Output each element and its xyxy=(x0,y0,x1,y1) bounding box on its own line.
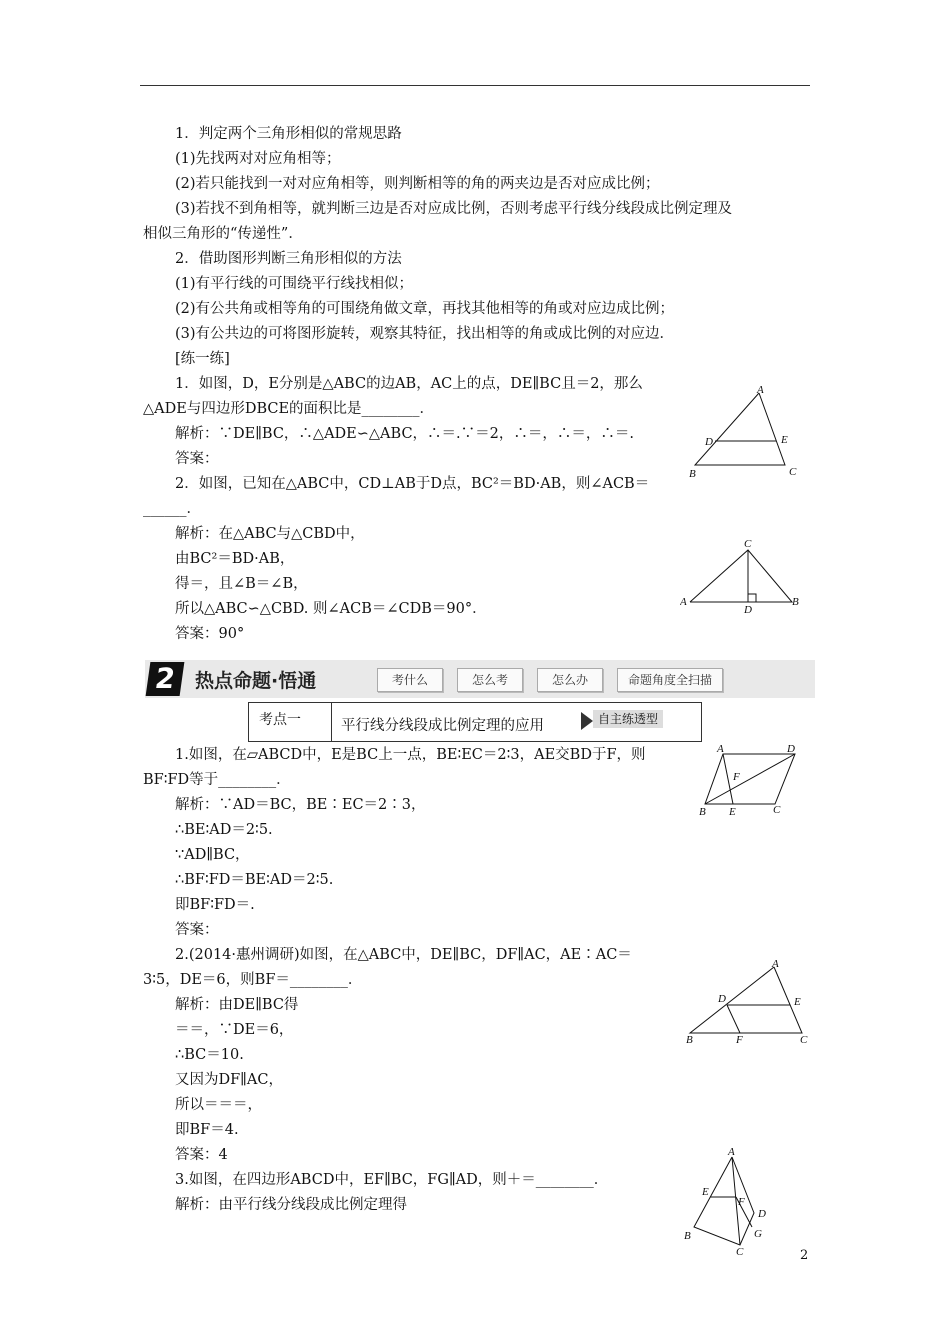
svg-text:B: B xyxy=(792,596,799,608)
text-line: ∵AD∥BC， xyxy=(175,847,250,863)
text-line: 3.如图，在四边形ABCD中，EF∥BC，FG∥AD，则＋＝________． xyxy=(175,1172,609,1188)
tab-zen-me-kao[interactable]: 怎么考 xyxy=(457,668,523,692)
text-line: 解析：在△ABC与△CBD中， xyxy=(175,526,365,542)
figure-triangle-de xyxy=(685,383,805,483)
text-line: 解析：∵DE∥BC，∴△ADE∽△ABC，∴＝.∵＝2，∴＝，∴＝，∴＝. xyxy=(175,426,634,442)
tab-kao-shen-me[interactable]: 考什么 xyxy=(377,668,443,692)
page-number: 2 xyxy=(800,1248,809,1263)
svg-text:A: A xyxy=(717,743,724,755)
text-line: ＝＝，∵DE＝6， xyxy=(175,1022,294,1038)
text-line: 答案： xyxy=(175,922,219,938)
svg-text:D: D xyxy=(758,1208,766,1220)
svg-text:D: D xyxy=(705,436,713,448)
text-line: BF∶FD等于________． xyxy=(143,772,291,788)
figure-triangle-df xyxy=(680,955,810,1045)
text-line: 所以＝＝＝， xyxy=(175,1097,262,1113)
tab-ming-ti-jiao-du[interactable]: 命题角度全扫描 xyxy=(617,668,723,692)
text-line: 又因为DF∥AC， xyxy=(175,1072,283,1088)
svg-text:E: E xyxy=(729,806,736,818)
text-line: 答案：4 xyxy=(175,1147,228,1163)
section-title: 热点命题·悟通 xyxy=(195,670,317,692)
topic-divider xyxy=(331,703,332,741)
topic-name: 平行线分线段成比例定理的应用 xyxy=(341,718,544,734)
text-line: 答案： xyxy=(175,451,219,467)
text-line: 2．如图，已知在△ABC中，CD⊥AB于D点，BC²＝BD·AB，则∠ACB＝ xyxy=(175,476,650,492)
tab-zen-me-ban[interactable]: 怎么办 xyxy=(537,668,603,692)
figure-quadrilateral xyxy=(680,1145,790,1255)
header-rule xyxy=(140,85,810,86)
text-line: ______． xyxy=(143,501,201,517)
topic-tag: 自主练透型 xyxy=(593,710,663,728)
text-line: 得＝，且∠B＝∠B， xyxy=(175,576,308,592)
text-line: 1．如图，D，E分别是△ABC的边AB，AC上的点，DE∥BC且＝2，那么 xyxy=(175,376,643,392)
text-line: 解析：由DE∥BC得 xyxy=(175,997,299,1013)
svg-text:E: E xyxy=(702,1186,709,1198)
text-line: (1)先找两对对应角相等； xyxy=(175,151,341,167)
figure-right-triangle xyxy=(680,537,810,617)
svg-text:D: D xyxy=(718,993,726,1005)
text-line: [练一练] xyxy=(175,351,230,367)
section-number: 2 xyxy=(146,662,185,696)
topic-label: 考点一 xyxy=(259,712,301,728)
svg-text:B: B xyxy=(684,1230,691,1242)
text-line: ∴BE∶AD＝2∶5. xyxy=(175,822,273,838)
text-line: (3)若找不到角相等，就判断三边是否对应成比例，否则考虑平行线分线段成比例定理及 xyxy=(175,201,733,217)
text-line: 2.(2014·惠州调研)如图，在△ABC中，DE∥BC，DF∥AC，AE∶AC＝ xyxy=(175,947,632,963)
text-line: (2)若只能找到一对对应角相等，则判断相等的角的两夹边是否对应成比例； xyxy=(175,176,660,192)
svg-text:E: E xyxy=(794,996,801,1008)
svg-text:C: C xyxy=(773,804,781,816)
svg-text:C: C xyxy=(789,466,797,478)
text-line: ∴BF∶FD＝BE∶AD＝2∶5. xyxy=(175,872,334,888)
svg-text:F: F xyxy=(736,1034,743,1045)
text-line: 所以△ABC∽△CBD. 则∠ACB＝∠CDB＝90°． xyxy=(175,601,487,617)
section-banner xyxy=(145,660,815,698)
svg-text:A: A xyxy=(680,596,687,608)
text-line: 2．借助图形判断三角形相似的方法 xyxy=(175,251,402,267)
svg-text:C: C xyxy=(744,538,752,550)
svg-text:E: E xyxy=(781,434,788,446)
text-line: 由BC²＝BD·AB， xyxy=(175,551,295,567)
svg-text:C: C xyxy=(800,1034,808,1045)
svg-text:B: B xyxy=(689,468,696,480)
svg-text:A: A xyxy=(728,1146,735,1158)
svg-text:C: C xyxy=(736,1246,744,1255)
svg-text:D: D xyxy=(744,604,752,616)
svg-text:B: B xyxy=(686,1034,693,1045)
text-line: 答案：90° xyxy=(175,626,245,642)
text-line: 3∶5，DE＝6，则BF＝________． xyxy=(143,972,363,988)
svg-text:A: A xyxy=(772,958,779,970)
figure-parallelogram xyxy=(695,740,815,820)
text-line: 1．判定两个三角形相似的常规思路 xyxy=(175,126,402,142)
text-line: (1)有平行线的可围绕平行线找相似； xyxy=(175,276,414,292)
svg-text:F: F xyxy=(733,771,740,783)
text-line: △ADE与四边形DBCE的面积比是________． xyxy=(143,401,435,417)
text-line: 即BF∶FD＝. xyxy=(175,897,255,913)
svg-text:A: A xyxy=(757,384,764,396)
svg-text:G: G xyxy=(754,1228,762,1240)
text-line: (3)有公共边的可将图形旋转，观察其特征，找出相等的角或成比例的对应边． xyxy=(175,326,675,342)
play-arrow-icon xyxy=(581,712,593,730)
svg-text:B: B xyxy=(699,806,706,818)
text-line: 即BF＝4. xyxy=(175,1122,239,1138)
text-line: 解析：由平行线分线段成比例定理得 xyxy=(175,1197,407,1213)
svg-text:D: D xyxy=(787,743,795,755)
text-line: ∴BC＝10. xyxy=(175,1047,244,1063)
text-line: 解析：∵AD＝BC，BE∶EC＝2∶3， xyxy=(175,797,426,813)
svg-text:F: F xyxy=(738,1196,745,1208)
text-line: 相似三角形的“传递性”． xyxy=(143,226,303,242)
text-line: 1.如图，在▱ABCD中，E是BC上一点，BE∶EC＝2∶3，AE交BD于F，则 xyxy=(175,747,646,763)
topic-box xyxy=(248,702,702,742)
text-line: (2)有公共角或相等角的可围绕角做文章，再找其他相等的角或对应边成比例； xyxy=(175,301,675,317)
